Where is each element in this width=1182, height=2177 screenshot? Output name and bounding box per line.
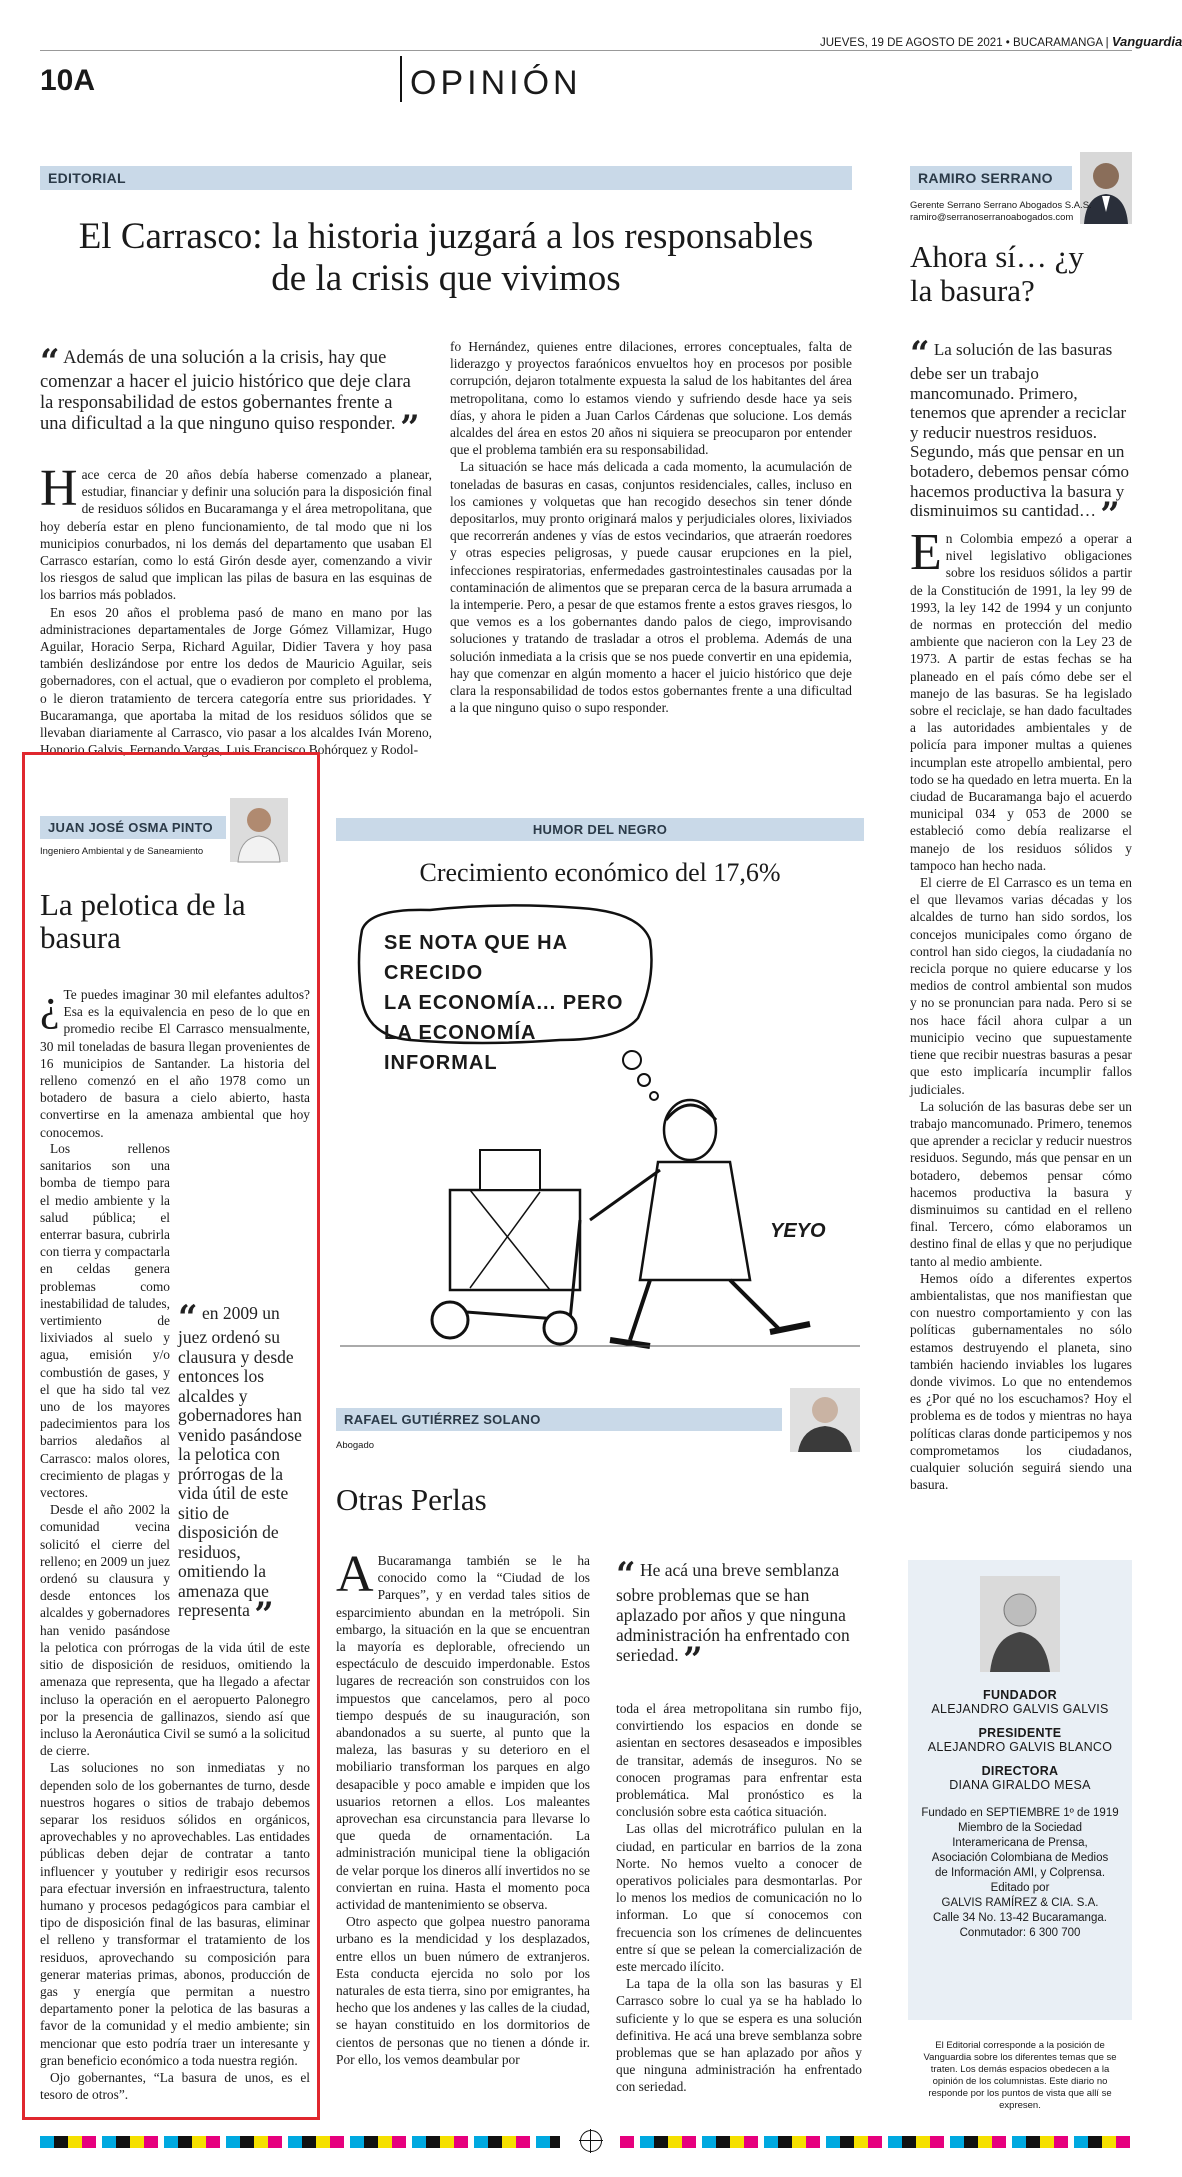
staff-info-line: Editado por [990, 1882, 1050, 1894]
rafael-paragraph: toda el área metropolitana sin rumbo fijo, convirtiendo los espacios en donde se asientan en sectores desaseados e imposibles de transitar, además de inseguros. No se conocen programas para enfrentar esta problemática. Mal pronóstico es la conclusión sobre esta caótica situación. [616, 1701, 862, 1820]
staff-info-line: de Información AMI, y Colprensa. [934, 1867, 1106, 1879]
ramiro-paragraph: El cierre de El Carrasco es un tema en el que llevamos varias décadas y los alcaldes de turno han sido sordos, los concejos municipales como órgano de control han sido ciegos, la ciudadanía no recicla porque no quiere educarse y los medios de control ambiental son mudos y no se pronuncian para nada. Pero si se nos hace fácil ahora culpar a un municipio vecino que supuestamente tiene que recibir nuestras basuras a pesar que esto implicaría incumplir fallos judiciales. [910, 875, 1132, 1097]
osma-column-top [40, 981, 310, 1141]
osma-paragraph: Te puedes imaginar 30 mil elefantes adultos? Esa es la equivalencia en peso de lo que en promedio recibe El Carrasco mensualmente, 30 mil toneladas de basura llegan provenientes de 16 municipios de Santander. La historia del relleno comenzó en el año 1978 como un botadero de basura a cielo abierto, hasta convertirse en la amenaza ambiental que hoy conocemos. [40, 987, 310, 1140]
person-icon [1080, 152, 1132, 224]
ramiro-email: ramiro@serranoserranoabogados.com [910, 212, 1074, 223]
cartoon-illustration [340, 900, 860, 1360]
cartoon-title: Crecimiento económico del 17,6% [419, 858, 781, 887]
editorial-column-2 [450, 338, 852, 754]
ramiro-paragraph: n Colombia empezó a operar a nivel legislativo obligaciones sobre los residuos sólidos a partir de la Constitución de 1991, la ley 99 de 1993, la ley 142 de 1994 y un conjunto de normas en protección del medio ambiente que nacieron con la Ley 23 de 1973. A partir de estas fechas se ha planeado en el país cómo debe ser el manejo de las basuras. Se ha legislado sobre el reciclaje, se han dado facultades a las autoridades ambientales y de policía para imponer multas a quienes incumplan este atropello ambiental, pero todo se ha quedado en letra muerta. En la ciudad de Bucaramanga bajo el acuerdo municipal 034 y 053 de 2000 se estableció como debía realizarse el manejo de los residuos sólidos y tampoco han hecho nada. [910, 531, 1132, 873]
editorial-paragraph: En esos 20 años el problema pasó de mano en mano por las administraciones departamentales de Jorge Gómez Villamizar, Hugo Aguilar, Horacio Serpa, Richard Aguilar, Didier Tavera y hoy pasa también deslizándose por entre los dedos de Mauricio Aguilar, seis gobernadores, con el actual, que o evadieron por completo el problema, o le dieron tratamiento de tercera categoría entre sus prioridades. Y Bucaramanga, que aportaba la mitad de los residuos sólidos que se llevaban diariamente al Carrasco, vio pasar a los alcaldes Iván Moreno, Honorio Galvis, Fernando Vargas, Luis Francisco Bohórquez y Rodol- [40, 604, 432, 758]
cartoon-tag [336, 818, 864, 841]
header-rule [40, 50, 1132, 51]
person-icon [230, 798, 288, 862]
staff-info-line: GALVIS RAMÍREZ & CIA. S.A. [941, 1897, 1099, 1909]
rafael-title: Otras Perlas [336, 1482, 487, 1517]
osma-tag [40, 816, 226, 839]
color-registration-bar-left [40, 2136, 560, 2148]
ramiro-column [910, 524, 1132, 1530]
editorial-quote-text: Además de una solución a la crisis, hay que comenzar a hacer el juicio histórico que deje clara la responsabilidad de estos gobernantes frente a una dificultad a la que ninguno quiso responder. [40, 348, 411, 434]
rafael-avatar [790, 1388, 860, 1452]
editorial-drop-cap: H [40, 460, 78, 517]
osma-tag-label: JUAN JOSÉ OSMA PINTO [48, 820, 213, 835]
close-quote-icon: ” [400, 408, 420, 448]
person-icon [980, 1576, 1060, 1672]
disclaimer: El Editorial corresponde a la posición de Vanguardia sobre los diferentes temas que se traten. Los demás espacios obedecen a la opinión de los columnistas. Este diario no responde por los puntos de vista que allí se expresen. [923, 2040, 1117, 2111]
staff-info-line: Asociación Colombiana de Medios [931, 1852, 1109, 1864]
ramiro-paragraph: La solución de las basuras debe ser un trabajo mancomunado. Primero, tenemos que aprender a reciclar y reducir nuestros residuos. Segundo, más que pensar en un botadero, debemos pensar cómo hacemos productiva la basura y disminuimos su cantidad en el relleno final. Tercero, cómo elaboramos un destino final de ellas y que no perjudique tanto al medio ambiente. [910, 1098, 1132, 1269]
osma-quote-text: en 2009 un juez ordenó su clausura y desde entonces los alcaldes y gobernadores han venido pasándose la pelotica con prórrogas de la vida útil de este sitio de disposición de residuos, omitiendo la amenaza que representa [178, 1303, 302, 1620]
founder-portrait [980, 1576, 1060, 1672]
ramiro-title: Ahora sí… ¿y la basura? [910, 239, 1084, 308]
osma-paragraph: Desde el año 2002 la comunidad vecina solicitó el cierre del relleno; en 2009 un juez ordenó su clausura y desde entonces los alcaldes y gobernadores han venido pasándose la pelotica con prórrogas de la vida útil de este sitio de disposición de residuos, omitiendo la amenaza que representa, que ha llegado a afectar incluso la operación en el aeropuerto Palonegro por la presencia de gallinazos, siendo así que incluso la Aeronáutica Civil se sumó a la solicitud de cierre. [40, 1502, 310, 1759]
rafael-paragraph: La tapa de la olla son las basuras y El Carrasco sobre lo cual ya se ha hablado lo suficiente y lo que se espera es una solución definitiva. He acá una breve semblanza sobre problemas que se han aplazado por años y que ninguna administración ha enfrentado con seriedad. [616, 1976, 862, 2095]
rafael-quote-text: He acá una breve semblanza sobre problemas que se han aplazado por años y que ninguna administración ha enfrentado con seriedad. [616, 1560, 850, 1665]
osma-role: Ingeniero Ambiental y de Saneamiento [40, 846, 204, 857]
ramiro-pullquote [910, 334, 1132, 536]
rafael-tag-label: RAFAEL GUTIÉRREZ SOLANO [344, 1412, 541, 1427]
staff-info-line: Fundado en SEPTIEMBRE 1º de 1919 [921, 1807, 1119, 1819]
rafael-paragraph: Bucaramanga también se le ha conocido como la “Ciudad de los Parques”, y en verdad tales sitios de esparcimiento abundan en la metrópoli. Sin embargo, la situación en la que se encuentran la mayoría es deplorable, ofreciendo un espectáculo de descuido imperdonable. Estos lugares de recreación son construidos con los impuestos que cancelamos, pero al poco tiempo después de su inauguración, son abandonados a su suerte, al punto que la maleza, las basuras y su deterioro en el mobiliario transforman los parques en algo desapacible y poco amable e impiden que los usuarios retornen a ellos. Los maleantes aprovechan esa circunstancia para llevarse lo que queda de ornamentación. La administración municipal tiene la obligación de velar porque los dineros allí invertidos no se conviertan en ruina. Hasta el momento poca actividad de mantenimiento se observa. [336, 1553, 590, 1913]
bubble-line: LA ECONOMÍA INFORMAL [384, 1022, 536, 1074]
osma-drop-cap: ¿ [40, 981, 60, 1030]
ramiro-paragraph: Hemos oído a diferentes expertos ambientalistas, que nos manifiestan que con nuestro comportamiento y con las políticas gubernamentales no sólo estamos destruyendo el planeta, sino también haciendo inviables los lugares donde vivimos. Lo que no entendemos es ¿Por qué no los escuchamos? Hoy el problema es de todos y mientras no haya políticas claras donde participemos y nos comprometamos los ciudadanos, cualquier solución seguirá siendo una basura. [910, 1270, 1132, 1493]
president-heading: PRESIDENTE [978, 1726, 1062, 1740]
editorial-title-line2: de la crisis que vivimos [271, 258, 621, 299]
rafael-column-1 [336, 1546, 590, 2112]
ramiro-tag [910, 166, 1072, 190]
director-heading: DIRECTORA [981, 1764, 1059, 1778]
person-icon [790, 1388, 860, 1452]
staff-info [908, 1806, 1132, 1941]
close-quote-icon: ” [683, 1640, 703, 1680]
editorial-title-line1: El Carrasco: la historia juzgará a los responsables [78, 216, 814, 257]
editorial-paragraph: La situación se hace más delicada a cada momento, la acumulación de toneladas de basuras en casas, conjuntos residenciales, calles, incluso en los camiones y volquetas que han recogido desechos sin tener dónde depositarlos, muy pronto originará malos y perjudiciales olores, lixiviados que recorrerán andenes y vías de estos vecindarios, que atraerán roedores y otras especies peligrosas, y puede causar erupciones en la piel, infecciones respiratorias, enfermedades gastrointestinales causadas por la contaminación de alimentos que se preparan cerca de la basura arrumada a la intemperie. Pero, a pesar de que estamos frente a estos graves riesgos, lo que vemos es a los gobernantes dando palos de ciego, improvisando soluciones y tratando de trasladar a otros el problema. Además de una solución inmediata a la crisis que se nos puede convertir en una epidemia, hay que comenzar en algún momento a hacer el juicio histórico que deje clara la responsabilidad de todos estos gobernantes frente a una dificultad a la que ninguno quiso o supo responder. [450, 459, 852, 716]
dateline-text: JUEVES, 19 DE AGOSTO DE 2021 • BUCARAMANGA | [820, 37, 1109, 49]
editorial-column-1 [40, 460, 432, 758]
brand-logo: Vanguardia [1111, 34, 1182, 49]
bubble-line: LA ECONOMÍA... PERO [384, 992, 624, 1014]
rafael-tag [336, 1408, 782, 1431]
staff-info-line: Calle 34 No. 13-42 Bucaramanga. [933, 1912, 1107, 1924]
ramiro-quote-text: La solución de las basuras debe ser un trabajo mancomunado. Primero, tenemos que aprender a reciclar y reducir nuestros residuos. Segundo, más que pensar en un botadero, debemos pensar cómo hacemos productiva la basura y disminuimos su cantidad… [910, 340, 1130, 521]
close-quote-icon: ” [254, 1595, 274, 1635]
osma-column-main [40, 1140, 310, 2110]
cartoon-tag-label: HUMOR DEL NEGRO [532, 822, 668, 837]
page-number: 10A [40, 64, 96, 97]
ramiro-role: Gerente Serrano Serrano Abogados S.A.S. [910, 200, 1092, 211]
cartoon-speech-bubble [384, 928, 634, 1078]
osma-paragraph: Las soluciones no son inmediatas y no dependen solo de los gobernantes de turno, desde nuestros hogares o sitios de trabajo debemos separar los residuos sólidos en orgánicos, aprovechables y no aprovechables. Las entidades públicas deben dejar de contratar a tanto influencer y youtuber y redirigir esos recursos para efectuar inversión en infraestructura, talento humano y procesos pedagógicos para cambiar el tipo de disposición final de las basuras, eliminar el relleno y transformar el tratamiento de los residuos, aprovechando su composición para generar materias primas, abonos, producción de gas y energía que permitan a nuestro departamento poner la pelotica de las basuras a favor de la comunidad y el medio ambiente; sin mencionar que esto podría traer un interesante y gran beneficio económico a toda nuestra región. [40, 1760, 310, 2068]
open-quote-icon: “ [910, 334, 930, 374]
osma-pullquote [178, 1298, 310, 1635]
editorial-tag-label: EDITORIAL [48, 170, 126, 186]
rafael-drop-cap: A [336, 1546, 374, 1603]
editorial-pullquote [40, 342, 420, 448]
director-name: DIANA GIRALDO MESA [949, 1778, 1091, 1792]
cartoon-signature: YEYO [770, 1220, 826, 1242]
close-quote-icon: ” [1100, 495, 1120, 536]
dateline [820, 34, 1182, 49]
staff-info-line: Conmutador: 6 300 700 [959, 1927, 1081, 1939]
header-divider [400, 56, 402, 102]
ramiro-tag-label: RAMIRO SERRANO [918, 170, 1053, 186]
staff-box [908, 1560, 1132, 2020]
color-registration-bar-right [620, 2136, 1132, 2148]
editorial-tag [40, 166, 852, 190]
founder-heading: FUNDADOR [983, 1688, 1057, 1702]
osma-title-line1: La pelotica de la [40, 887, 246, 922]
rafael-paragraph: Las ollas del microtráfico pululan en la ciudad, en particular en barrios de la zona Norte. No hemos vuelto a conocer de operativos policiales para desmontarlas. Por lo menos los medios de comunicación no lo informan. Lo que sí conocemos con frecuencia son los crímenes de delincuentes entre sí que se pelean la comercialización de este mercado ilícito. [616, 1821, 862, 1975]
staff-info-line: Miembro de la Sociedad [957, 1822, 1082, 1834]
open-quote-icon: “ [40, 342, 60, 382]
rafael-role: Abogado [336, 1440, 375, 1451]
open-quote-icon: “ [616, 1555, 636, 1595]
registration-mark-icon [580, 2130, 602, 2152]
editorial-paragraph: ace cerca de 20 años debía haberse comenzado a planear, estudiar, financiar y definir una solución para la disposición final de residuos sólidos en Bucaramanga y el área metropolitana, que hoy debería estar en pleno funcionamiento, de tal modo que ni los municipios conurbados, ni los demás del departamento que usaban El Carrasco estarían, como lo está Girón desde ayer, comenzando a vivir los riesgos de salud que implican las pilas de basura en las esquinas de los barrios más poblados. [40, 467, 432, 603]
rafael-column-2 [616, 1700, 862, 2112]
open-quote-icon: “ [178, 1298, 198, 1338]
founder-name: ALEJANDRO GALVIS GALVIS [931, 1702, 1109, 1716]
osma-paragraph: Ojo gobernantes, “La basura de unos, es el tesoro de otros”. [40, 2069, 310, 2103]
rafael-pullquote [616, 1555, 862, 1680]
bubble-line: SE NOTA QUE HA CRECIDO [384, 932, 568, 984]
osma-title-line2: basura [40, 920, 121, 955]
president-name: ALEJANDRO GALVIS BLANCO [927, 1740, 1113, 1754]
osma-paragraph: Los rellenos sanitarios son una bomba de tiempo para el medio ambiente y la salud pública; el enterrar basura, cubrirla con tierra y compactarla en celdas genera problemas como inestabilidad de taludes, vertimiento de lixiviados al suelo y agua, emisión y/o combustión de gases, y el que ha sido tal vez uno de los mayores padecimientos para los barrios aledaños al Carrasco: malos olores, crecimiento de plagas y vectores. [40, 1141, 170, 1501]
staff-info-line: Interamericana de Prensa, [952, 1837, 1088, 1849]
osma-title [40, 888, 310, 954]
osma-avatar [230, 798, 288, 862]
rafael-paragraph: Otro aspecto que golpea nuestro panorama urbano es la mendicidad y los desplazados, entre ellos un buen número de extranjeros. Esta conducta ejercida no solo por los naturales de esta tierra, sino por emigrantes, ha hecho que los andenes y las calles de la ciudad, se hayan constituido en los dormitorios de cientos de personas que no tienen a dónde ir. Por ello, los vemos deambular por [336, 1914, 590, 2067]
ramiro-avatar [1080, 152, 1132, 224]
ramiro-drop-cap: E [910, 524, 942, 581]
editorial-title [40, 216, 852, 300]
section-title: OPINIÓN [410, 64, 582, 102]
editorial-paragraph: fo Hernández, quienes entre dilaciones, errores conceptuales, falta de liderazgo y proyectos faraónicos envueltos hoy en procesos por posible corrupción, dejaron totalmente expuesta la salud de los habitantes del área metropolitana, como lo estamos viendo y sufriendo desde hace ya seis días, y ahora le piden a Juan Carlos Cárdenas que solucione. Los demás alcaldes del área en estos 20 años ni siquiera se preocuparon por entender que el problema también era su responsabilidad. [450, 339, 852, 458]
